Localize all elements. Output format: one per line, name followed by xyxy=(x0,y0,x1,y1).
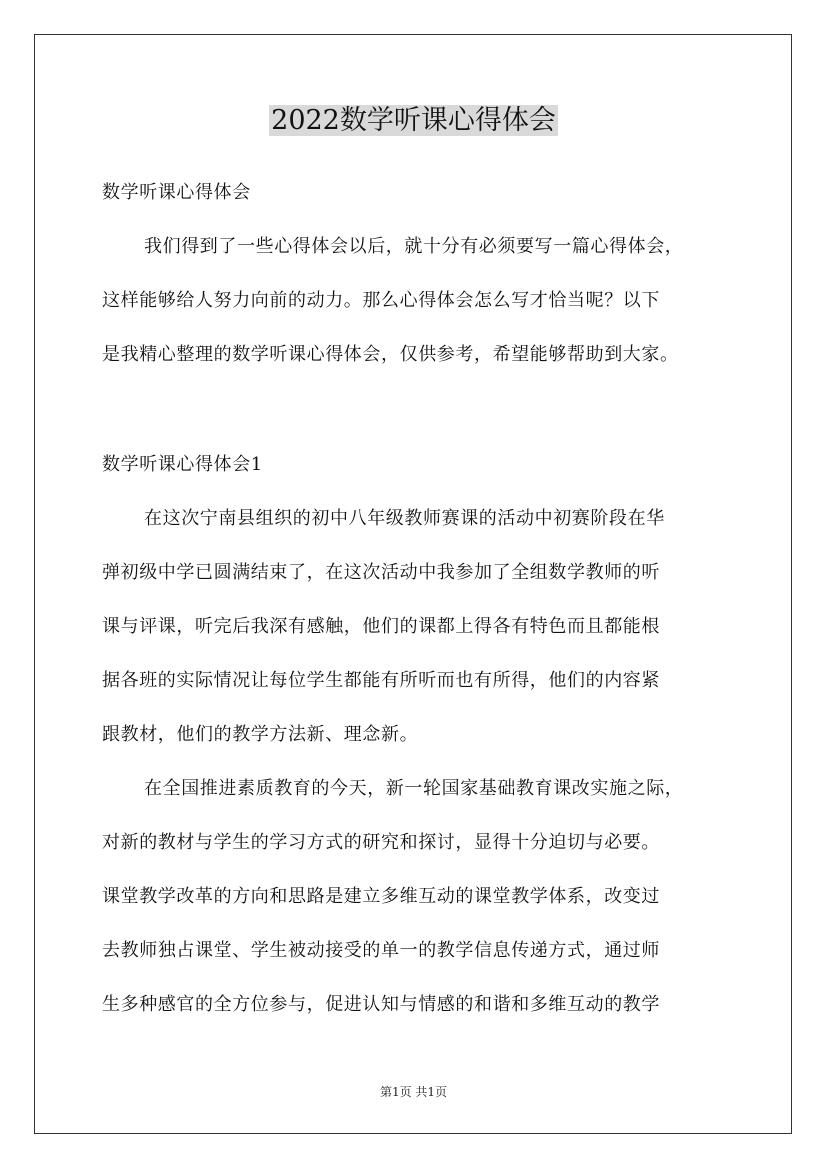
section1-para1-line-1: 在这次宁南县组织的初中八年级教师赛课的活动中初赛阶段在华 xyxy=(144,508,665,529)
section1-para1-line-3: 课与评课，听完后我深有感触，他们的课都上得各有特色而且都能根 xyxy=(102,616,660,637)
section1-para1-line-2: 弹初级中学已圆满结束了，在这次活动中我参加了全组数学教师的听 xyxy=(102,562,660,583)
section1-para2-line-1: 在全国推进素质教育的今天，新一轮国家基础教育课改实施之际， xyxy=(144,778,684,799)
section1-para2-line-4: 去教师独占课堂、学生被动接受的单一的教学信息传递方式，通过师 xyxy=(102,940,660,961)
section-spacer xyxy=(102,386,742,442)
section1-para1-line-5: 跟教材，他们的教学方法新、理念新。 xyxy=(102,724,419,745)
document-title xyxy=(0,100,827,142)
document-title-text: 2022数学听课心得体会 xyxy=(271,105,556,136)
section1-heading: 数学听课心得体会1 xyxy=(102,454,263,475)
page-number-footer: 第1页 共1页 xyxy=(379,1085,448,1099)
intro-line-2: 这样能够给人努力向前的动力。那么心得体会怎么写才恰当呢？以下 xyxy=(102,290,660,311)
intro-line-3: 是我精心整理的数学听课心得体会，仅供参考，希望能够帮助到大家。 xyxy=(102,344,679,365)
document-body xyxy=(102,170,742,1036)
intro-line-1: 我们得到了一些心得体会以后，就十分有必须要写一篇心得体会， xyxy=(144,236,684,257)
section1-para1-line-4: 据各班的实际情况让每位学生都能有所听而也有所得，他们的内容紧 xyxy=(102,670,660,691)
intro-heading: 数学听课心得体会 xyxy=(102,182,251,203)
section1-para2-line-2: 对新的教材与学生的学习方式的研究和探讨，显得十分迫切与必要。 xyxy=(102,832,660,853)
section1-para2-line-3: 课堂教学改革的方向和思路是建立多维互动的课堂教学体系，改变过 xyxy=(102,886,660,907)
section1-para2-line-5: 生多种感官的全方位参与，促进认知与情感的和谐和多维互动的教学 xyxy=(102,994,660,1015)
